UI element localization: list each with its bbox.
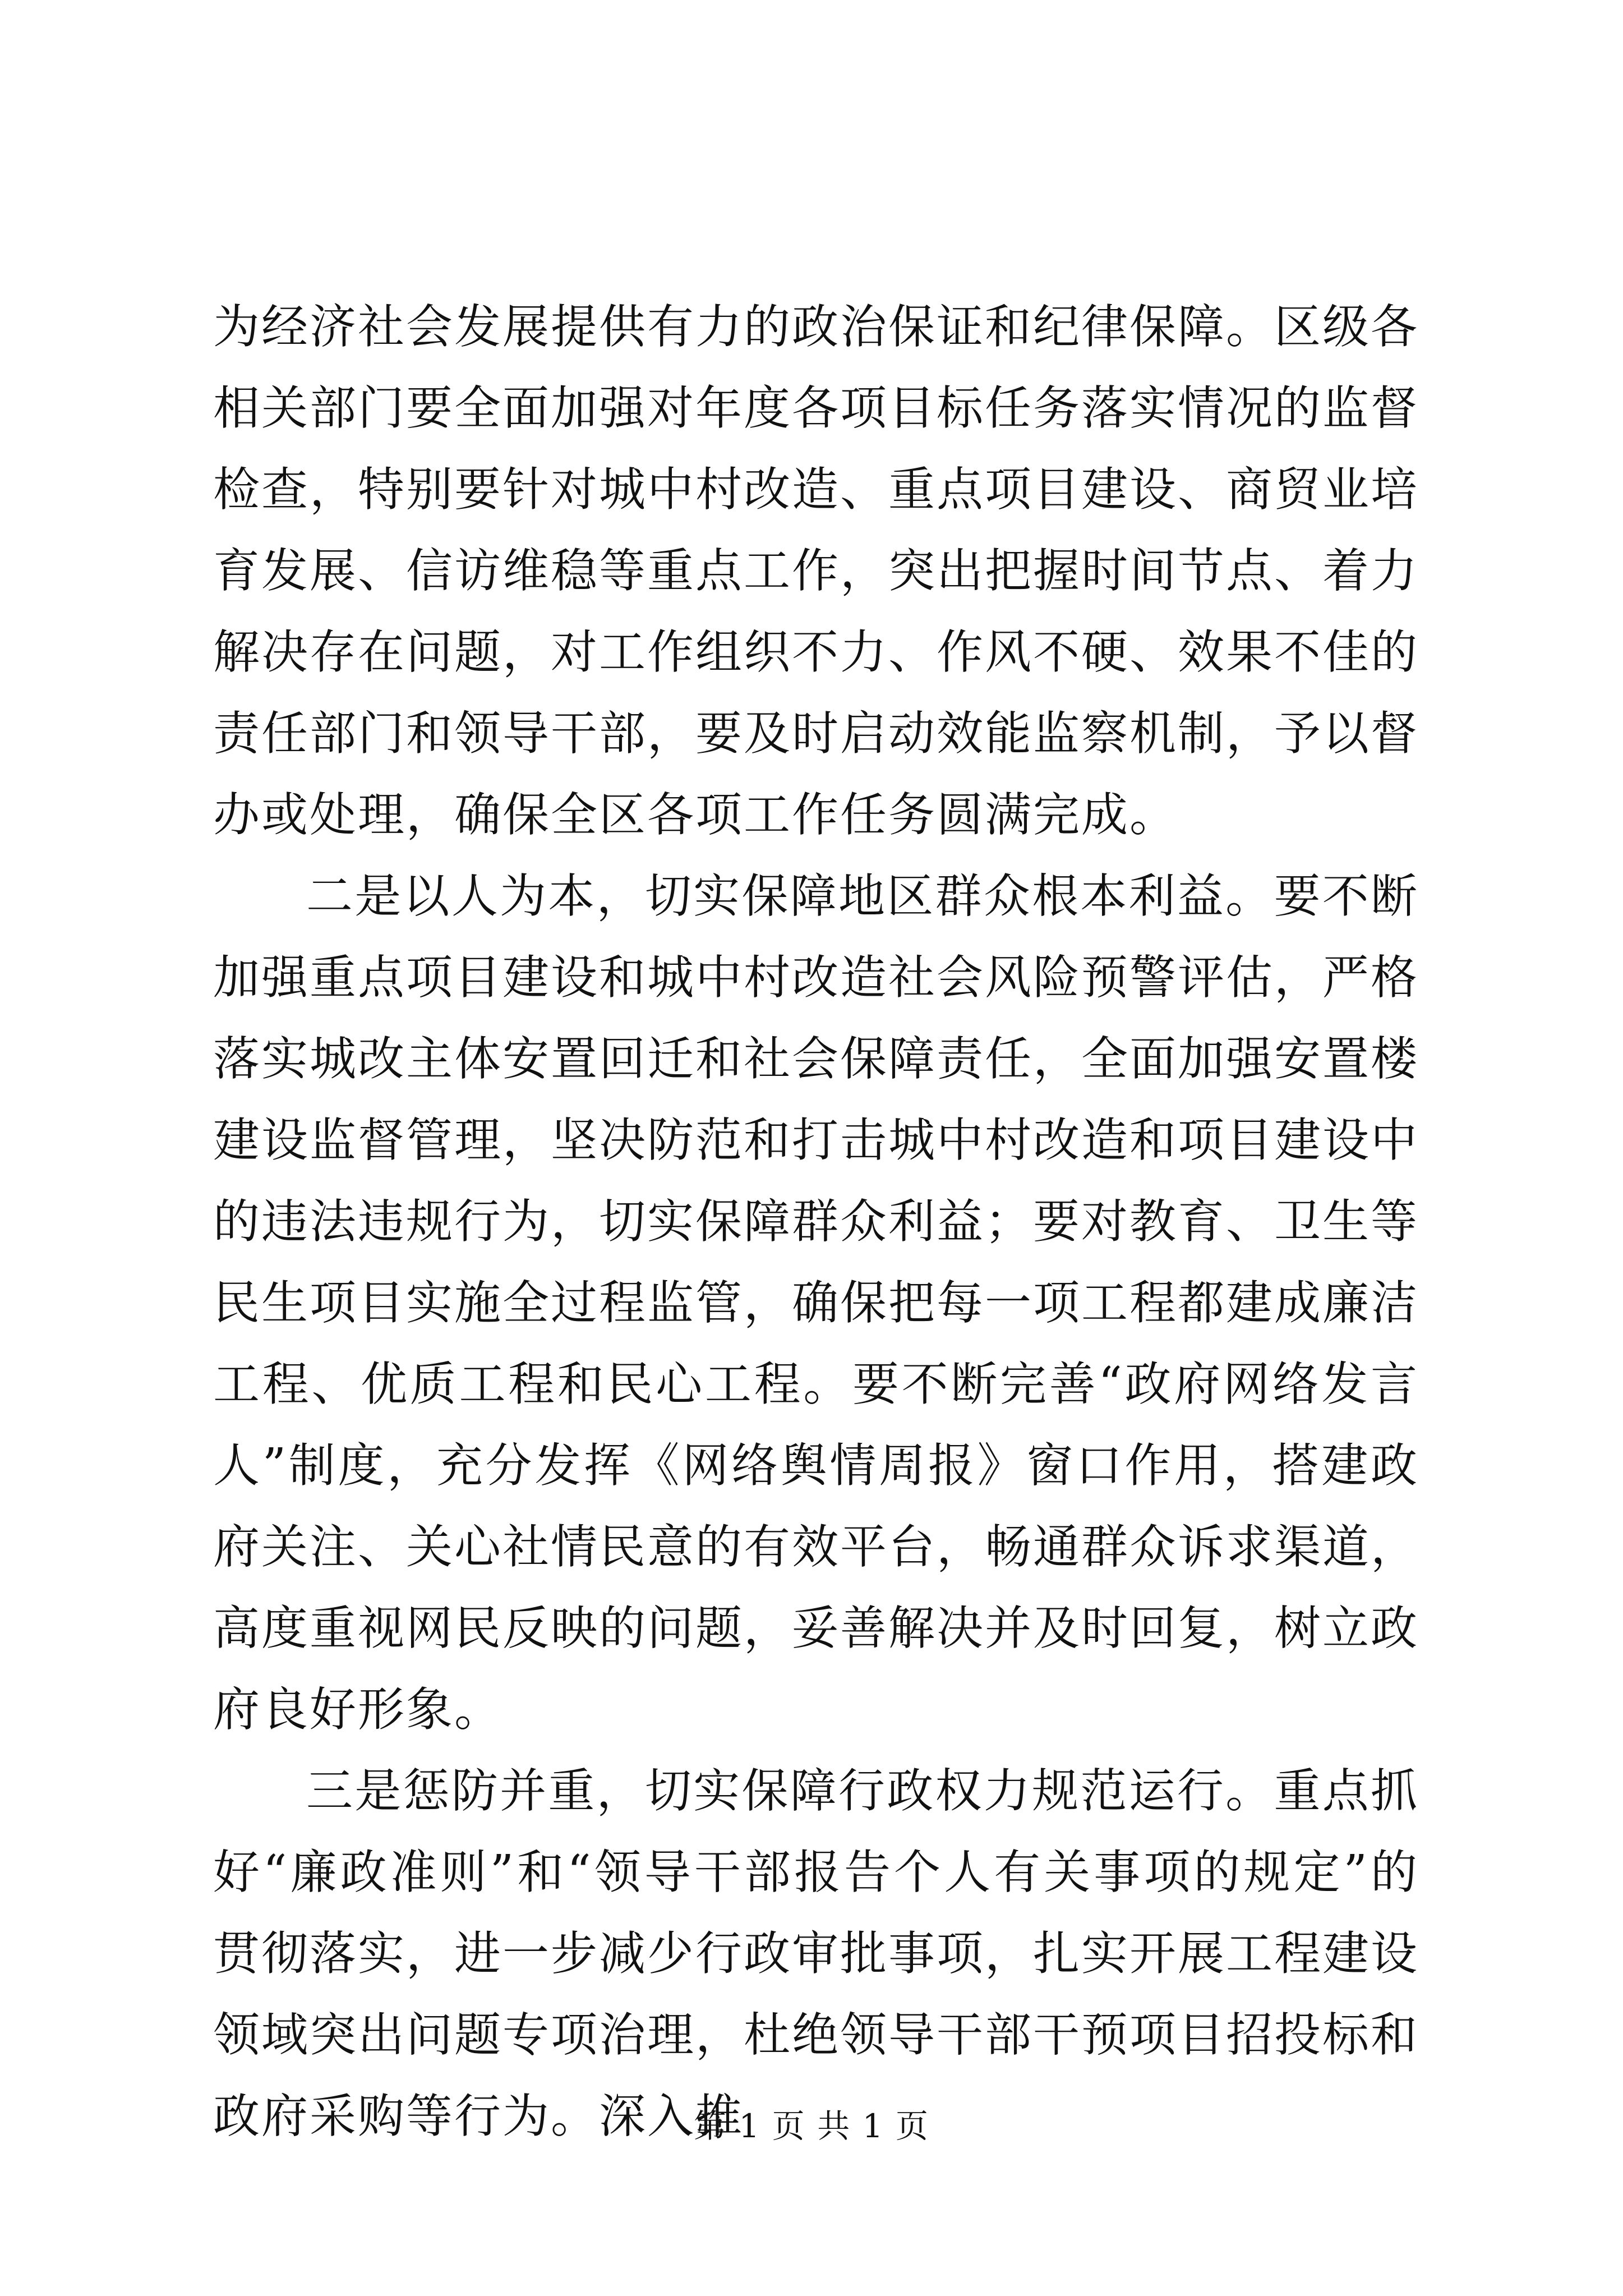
- paragraph-2: 二是以人为本，切实保障地区群众根本利益。要不断加强重点项目建设和城中村改造社会风险预警评估，严格落实城改主体安置回迁和社会保障责任，全面加强安置楼建设监督管理，坚决防范和打击城中村改造和项目建设中的违法违规行为，切实保障群众利益；要对教育、卫生等民生项目实施全过程监管，确保把每一项工程都建成廉洁工程、优质工程和民心工程。要不断完善“政府网络发言人”制度，充分发挥《网络舆情周报》窗口作用，搭建政府关注、关心社情民意的有效平台，畅通群众诉求渠道，高度重视网民反映的问题，妥善解决并及时回复，树立政府良好形象。: [213, 869, 1419, 1737]
- page-footer: 第 1 页 共 1 页: [694, 2107, 929, 2145]
- paragraph-1: 为经济社会发展提供有力的政治保证和纪律保障。区级各相关部门要全面加强对年度各项目标任务落实情况的监督检查，特别要针对城中村改造、重点项目建设、商贸业培育发展、信访维稳等重点工作，突出把握时间节点、着力解决存在问题，对工作组织不力、作风不硬、效果不佳的责任部门和领导干部，要及时启动效能监察机制，予以督办或处理，确保全区各项工作任务圆满完成。: [213, 300, 1419, 842]
- body-text: [213, 286, 1419, 2157]
- paragraph-3: 三是惩防并重，切实保障行政权力规范运行。重点抓好“廉政准则”和“领导干部报告个人有关事项的规定”的贯彻落实，进一步减少行政审批事项，扎实开展工程建设领域突出问题专项治理，杜绝领导干部干预项目招投标和政府采购等行为。深入推: [213, 1764, 1419, 2143]
